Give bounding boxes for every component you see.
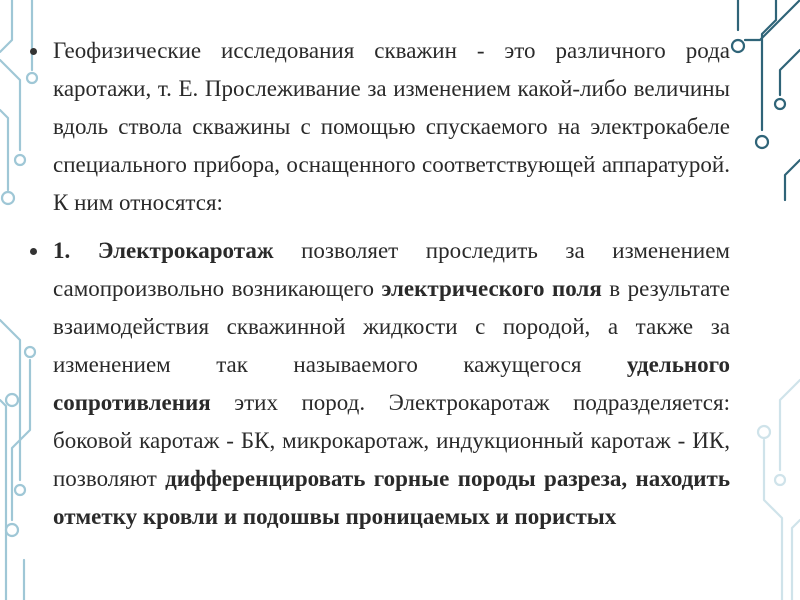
bold-text-segment: удельного сопротивления bbox=[53, 352, 730, 415]
bullet-item-definition bbox=[30, 32, 730, 222]
bullet-dot bbox=[30, 48, 37, 55]
bold-text-segment: 1. Электрокаротаж bbox=[53, 238, 274, 263]
circuit-right-faint-traces bbox=[758, 380, 800, 600]
bullet-text bbox=[53, 232, 730, 536]
circuit-right-traces bbox=[732, 0, 800, 200]
text-segment: Геофизические исследования скважин - это различного рода каротажи, т. Е. Прослеживание за изменением какой-либо величины вдоль ствола скважины с помощью спускаемого на электрокабеле специального прибора, оснащенного соответствующей аппаратурой. К ним относятся: bbox=[53, 38, 730, 215]
text-segment: в результате взаимодействия скважинной жидкости с породой, а также за изменением так называемого кажущегося bbox=[53, 276, 730, 377]
bold-text-segment: электрического поля bbox=[381, 276, 602, 301]
text-segment: этих пород. Электрокаротаж подразделяется: боковой каротаж - БК, микрокаротаж, индукционный каротаж - ИК, позволяют bbox=[53, 390, 730, 491]
slide-content bbox=[30, 32, 730, 546]
bold-text-segment: дифференцировать горные породы разреза, находить отметку кровли и подошвы проницаемых и пористых bbox=[53, 466, 731, 529]
bullet-item-electrologging bbox=[30, 232, 730, 536]
bullet-dot bbox=[30, 248, 37, 255]
bullet-text bbox=[53, 32, 730, 222]
text-segment: позволяет проследить за изменением самопроизвольно возникающего bbox=[53, 238, 730, 301]
